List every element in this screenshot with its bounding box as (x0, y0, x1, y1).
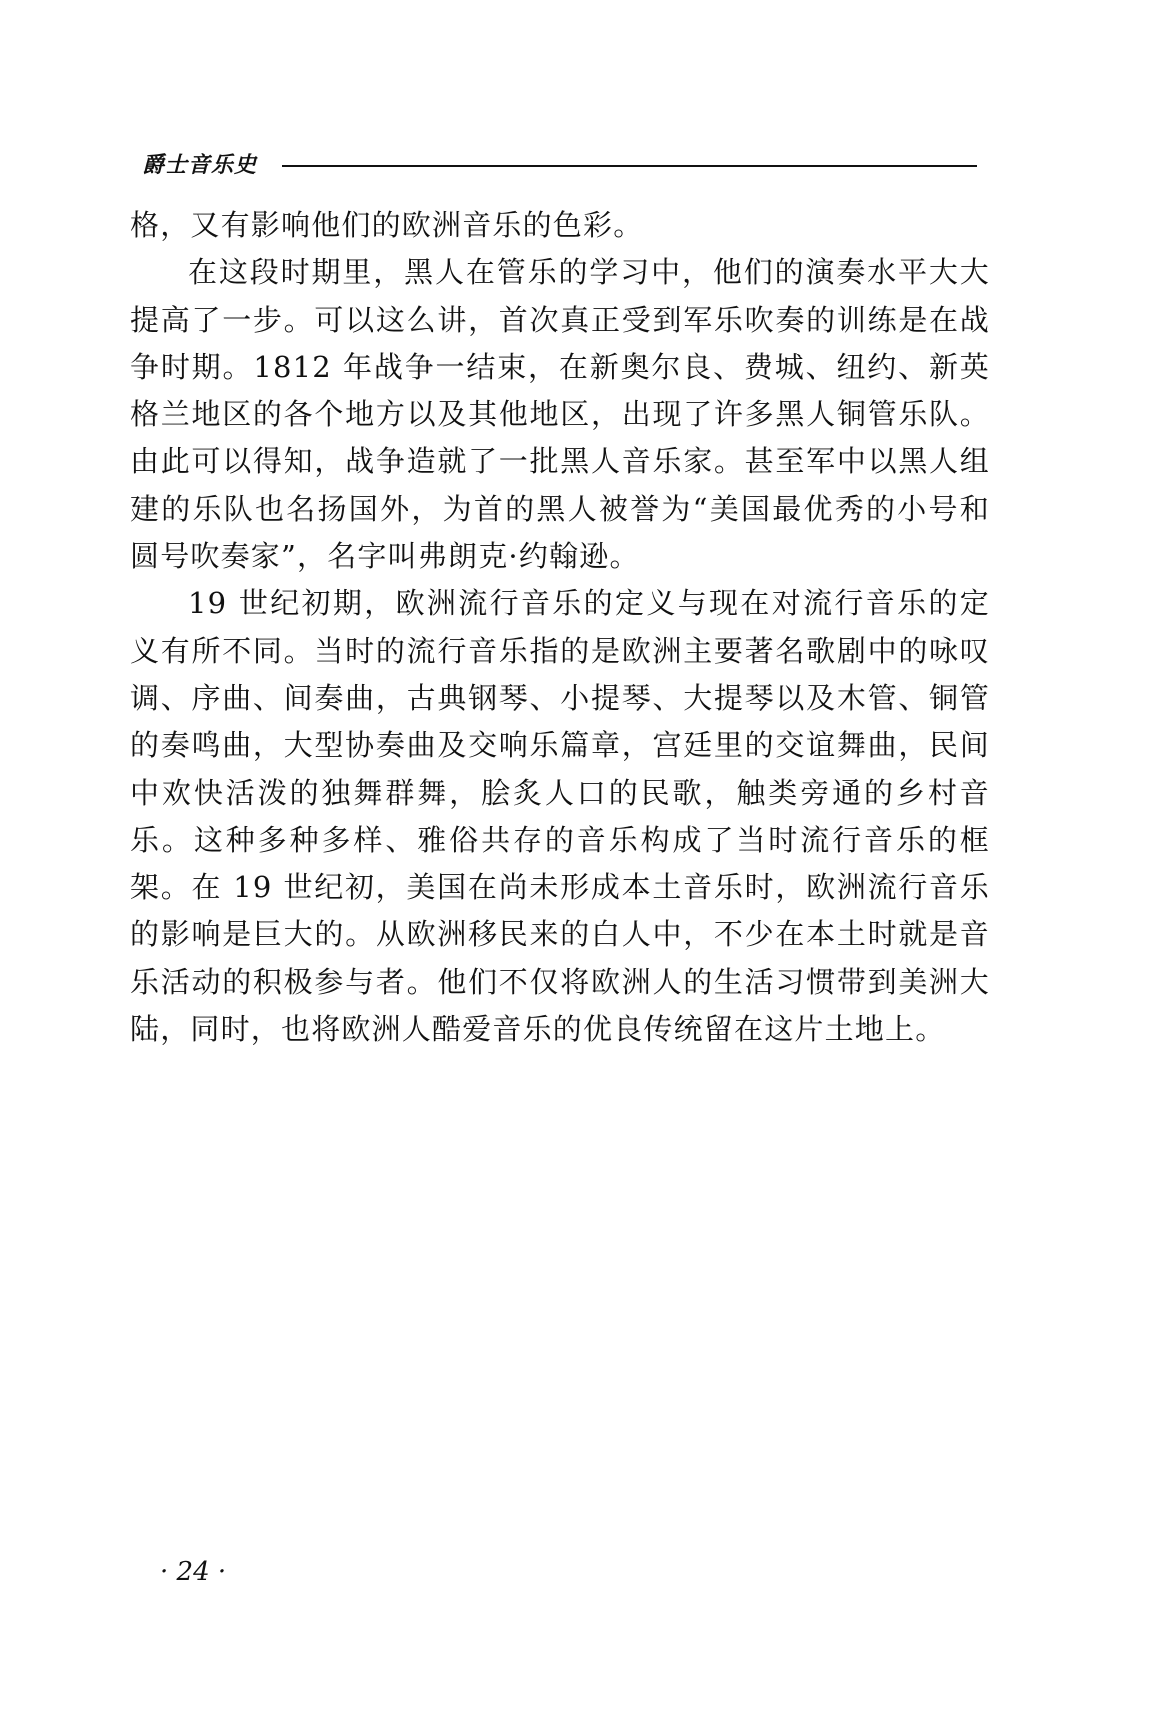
paragraph-continued: 格，又有影响他们的欧洲音乐的色彩。 (130, 208, 644, 242)
paragraph-brass-bands: 在这段时期里，黑人在管乐的学习中，他们的演奏水平大大提高了一步。可以这么讲，首次真正受到军乐吹奏的训练是在战争时期。1812 年战争一结束，在新奥尔良、费城、纽约、新英格兰地区的各个地方以及其他地区，出现了许多黑人铜管乐队。由此可以得知，战争造就了一批黑人音乐家。甚至军中以黑人组建的乐队也名扬国外，为首的黑人被誉为“美国最优秀的小号和圆号吹奏家”，名字叫弗朗克·约翰逊。 (130, 255, 990, 574)
paragraph-popular-music: 19 世纪初期，欧洲流行音乐的定义与现在对流行音乐的定义有所不同。当时的流行音乐指的是欧洲主要著名歌剧中的咏叹调、序曲、间奏曲，古典钢琴、小提琴、大提琴以及木管、铜管的奏鸣曲，大型协奏曲及交响乐篇章，宫廷里的交谊舞曲，民间中欢快活泼的独舞群舞，脍炙人口的民歌，触类旁通的乡村音乐。这种多种多样、雅俗共存的音乐构成了当时流行音乐的框架。在 19 世纪初，美国在尚未形成本土音乐时，欧洲流行音乐的影响是巨大的。从欧洲移民来的白人中，不少在本土时就是音乐活动的积极参与者。他们不仅将欧洲人的生活习惯带到美洲大陆，同时，也将欧洲人酷爱音乐的优良传统留在这片土地上。 (130, 586, 990, 1047)
page-number: · 24 · (160, 1557, 227, 1587)
running-header (142, 150, 977, 180)
header-rule (282, 165, 977, 167)
body-text (130, 202, 990, 1053)
running-title: 爵士音乐史 (142, 152, 258, 178)
